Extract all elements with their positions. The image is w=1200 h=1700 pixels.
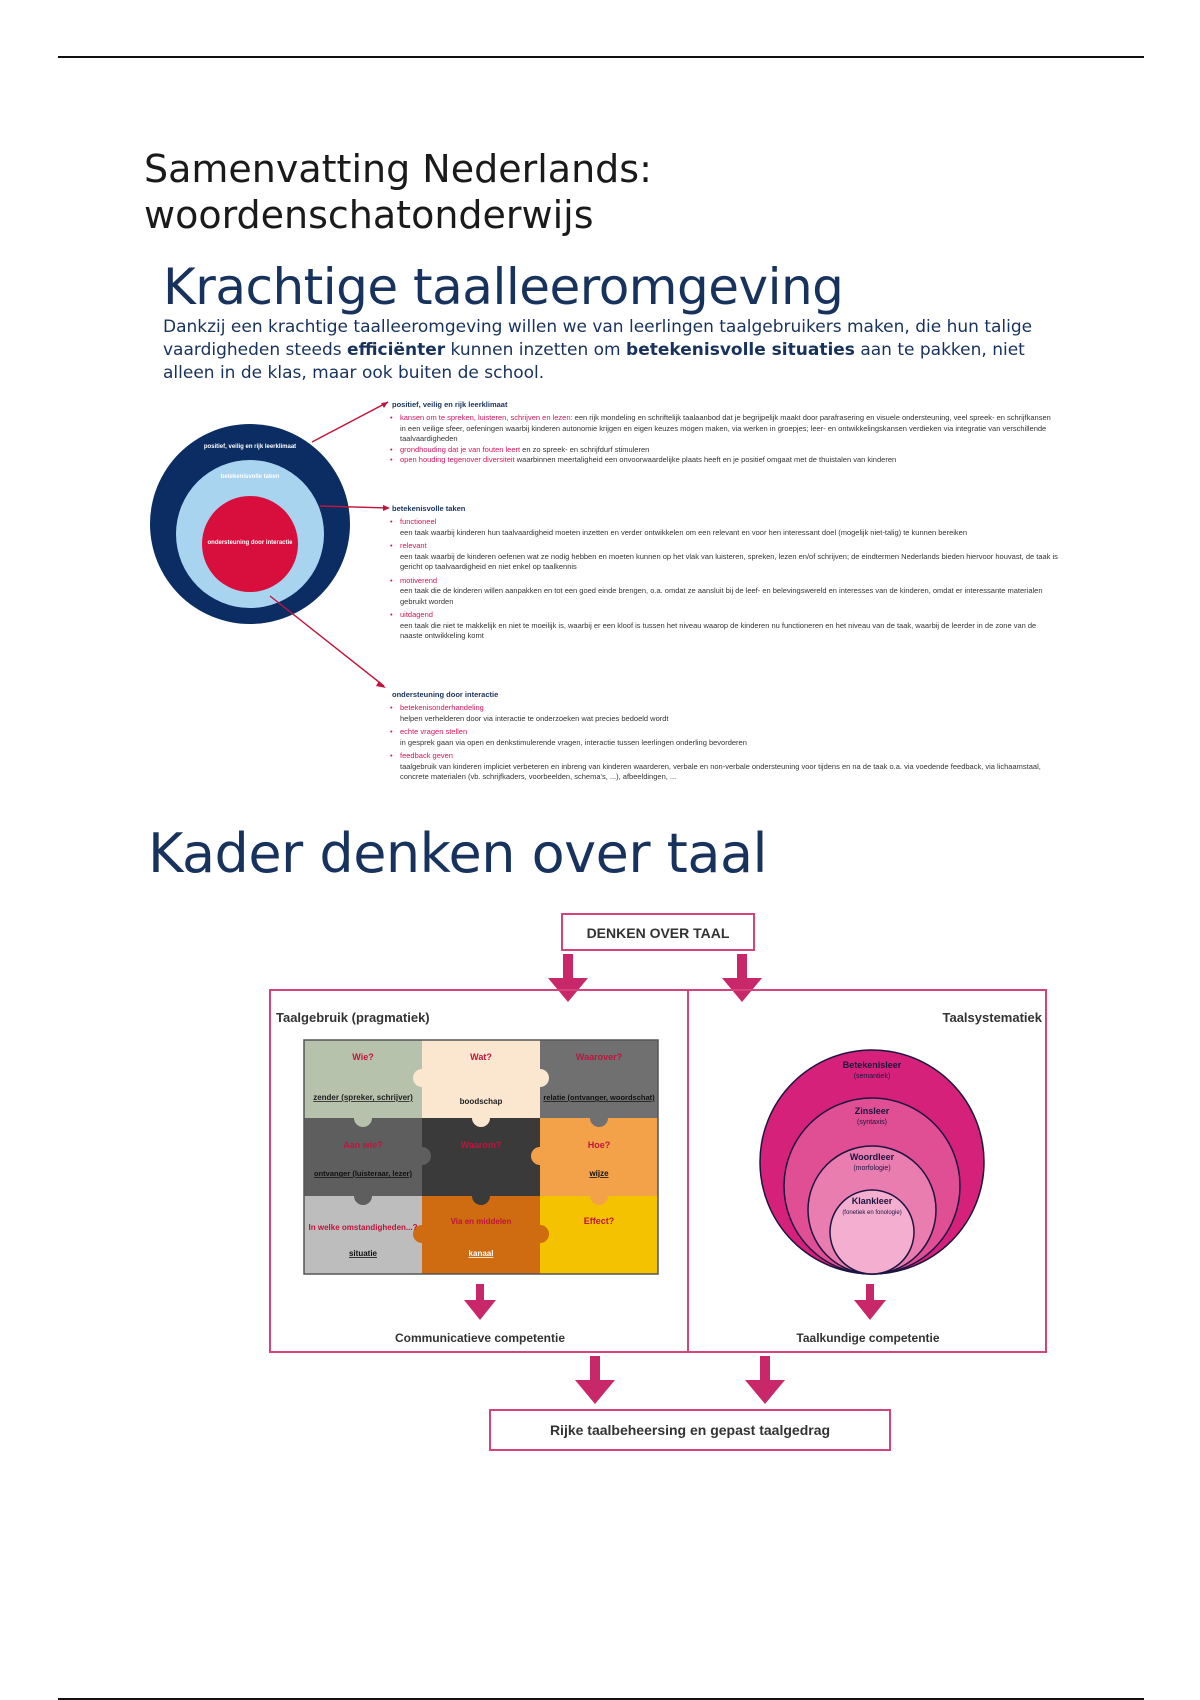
item-text: waarbinnen meertaligheid een onvoorwaardelijke plaats heeft en je positief omgaat met de thuistalen van kinderen [514, 455, 897, 464]
circle-name: Woordleer [849, 1152, 895, 1162]
list-item [388, 727, 1058, 738]
puzzle-q: Waarom? [460, 1140, 502, 1150]
puzzle-knob [531, 1069, 549, 1087]
arrow-shaft [563, 954, 573, 980]
puzzle-knob [590, 1187, 608, 1205]
item-desc: in gesprek gaan via open en denkstimulerende vragen, interactie tussen leerlingen onderling bevorderen [400, 737, 747, 747]
arrow-head-3 [376, 681, 386, 688]
item-text: en zo spreek- en schrijfdurf stimuleren [520, 444, 650, 454]
puzzle-q: In welke omstandigheden...? [308, 1223, 418, 1232]
top-rule [58, 56, 1144, 58]
intro-bold-2: betekenisvolle situaties [626, 340, 855, 360]
list-item [388, 517, 1058, 528]
ring-middle-label: betekenisvolle taken [220, 474, 280, 480]
puzzle-piece [304, 1118, 422, 1196]
puzzle-knob [413, 1147, 431, 1165]
item-lead: functioneel [400, 517, 437, 526]
arrow-shaft [476, 1284, 484, 1302]
section-ondersteuning [388, 690, 1058, 786]
item-text: een rijk mondeling en schriftelijk taalaanbod dat je begrijpelijk maakt door parafrasering en visuele ondersteuning, veel spreek- en schrijfkansen in een veilige sfeer, oefeningen waarbij kinderen autonomie krijgen en eigen keuzes mogen maken, via werken in groepjes; leer- en ontwikkelingskansen verdieken via integratie van verschillende taalvaardigheden [400, 413, 1051, 443]
top-box-label: DENKEN OVER TAAL [586, 925, 730, 941]
circle-sub: (morfologie) [853, 1165, 891, 1172]
section-heading: ondersteuning door interactie [392, 690, 499, 699]
puzzle-knob [590, 1109, 608, 1127]
arrow-head [575, 1380, 615, 1404]
item-lead: echte vragen stellen [400, 727, 468, 736]
language-system-circles [760, 1050, 984, 1274]
language-framework-diagram [268, 912, 1052, 1452]
arrow-line-3 [270, 596, 384, 686]
item-desc: taalgebruik van kinderen impliciet verbeteren en inbreng van kinderen waarderen, verbale en non-verbale ondersteuning voor tijdens en na de taak o.a. via voedende feedback, via lichaamstaal, concrete materialen (vb. schrijfkaders, voorbeelden, schema's, ...), afbeeldingen, ... [400, 761, 1041, 781]
puzzle-q: Via en middelen [450, 1217, 512, 1226]
section-heading: positief, veilig en rijk leerklimaat [392, 400, 508, 409]
inner-arrows [464, 1284, 886, 1320]
intro-part-2: kunnen inzetten om [445, 340, 627, 360]
slide-heading-kader: Kader denken over taal [148, 822, 768, 885]
intro-part-1: Dankzij een krachtige taalleeromgeving willen we van leerlingen taalgebruikers maken, die hun talige vaardigheden steeds [163, 317, 1033, 360]
item-desc: een taak waarbij kinderen hun taalvaardigheid moeten inzetten en verder ontwikkelen om een relevant en voor hen interessant doel (mogelijk niet-talig) te kunnen bereiken [400, 527, 968, 537]
arrow-shaft [590, 1356, 600, 1382]
list-item [388, 751, 1058, 762]
puzzle-piece [422, 1196, 540, 1274]
arrow-head [464, 1300, 496, 1320]
puzzle-a: wijze [589, 1169, 609, 1178]
puzzle-knob [531, 1147, 549, 1165]
puzzle-knob [413, 1069, 431, 1087]
list-item [388, 413, 1058, 445]
puzzle-piece [304, 1196, 422, 1274]
puzzle-q: Aan wie? [343, 1140, 383, 1150]
puzzle-q: Wat? [470, 1052, 492, 1062]
intro-bold-1: efficiënter [347, 340, 446, 360]
list-item [388, 610, 1058, 621]
slide-heading-krachtige: Krachtige taalleeromgeving [163, 258, 844, 316]
puzzle-a: relatie (ontvanger, woordschat) [543, 1093, 655, 1102]
item-desc: een taak die niet te makkelijk en niet te moeilijk is, waarbij er een kloof is tussen het niveau waarop de kinderen nu functioneren en het niveau van de taak, waarbij de leerder in de zone van de naaste ontwikkeling komt [400, 620, 1037, 640]
puzzle-piece [540, 1196, 658, 1274]
arrow-shaft [737, 954, 747, 980]
ring-inner-label: ondersteuning door interactie [207, 540, 293, 546]
item-desc: helpen verhelderen door via interactie te onderzoeken wat precies bedoeld wordt [400, 713, 669, 723]
section-betekenisvolle-taken [388, 504, 1058, 645]
left-label: Taalgebruik (pragmatiek) [276, 1010, 430, 1025]
item-lead: relevant [400, 541, 427, 550]
ring-pointer-arrows [260, 396, 400, 696]
puzzle-a: zender (spreker, schrijver) [313, 1093, 413, 1102]
right-label: Taalsystematiek [942, 1010, 1042, 1025]
right-result: Taalkundige competentie [796, 1331, 940, 1345]
section-leerklimaat [388, 400, 1058, 466]
puzzle-knob [472, 1109, 490, 1127]
puzzle-a: boodschap [459, 1097, 503, 1106]
puzzle-q: Hoe? [587, 1140, 611, 1150]
list-item [388, 455, 1058, 466]
ring-outer-label: positief, veilig en rijk leerklimaat [203, 444, 297, 450]
arrow-shaft [760, 1356, 770, 1382]
puzzle-knob [354, 1187, 372, 1205]
page-title: Samenvatting Nederlands: woordenschatonderwijs [144, 147, 652, 237]
item-lead: open houding tegenover diversiteit [400, 455, 515, 464]
puzzle-q: Effect? [583, 1216, 615, 1226]
item-lead: betekenisonderhandeling [400, 703, 484, 712]
intro-part-3: aan te pakken, niet alleen in de klas, maar ook buiten de school. [163, 340, 1025, 383]
item-lead: kansen om te spreken, luisteren, schrijven en lezen: [400, 413, 573, 422]
circle-sub: (syntaxis) [857, 1119, 887, 1126]
list-item [388, 576, 1058, 587]
left-result: Communicatieve competentie [394, 1331, 566, 1345]
item-lead: grondhouding dat je van fouten leert [400, 444, 521, 454]
bottom-arrows [575, 1356, 785, 1404]
puzzle-piece [540, 1118, 658, 1196]
puzzle-q: Wie? [352, 1052, 374, 1062]
puzzle-a: ontvanger (luisteraar, lezer) [314, 1169, 412, 1178]
item-desc: een taak waarbij de kinderen oefenen wat ze nodig hebben en moeten kunnen op het vlak van luisteren, spreken, lezen en/of schrijven; de eindtermen Nederlands bieden hiervoor houvast, de taak is gericht op taalvaardigheid en niet enkel op taalkennis [400, 551, 1058, 571]
list-item [388, 703, 1058, 714]
item-lead: feedback geven [400, 751, 453, 760]
circle-name: Klankleer [851, 1196, 893, 1206]
puzzle-a: kanaal [468, 1249, 494, 1258]
puzzle-knob [354, 1109, 372, 1127]
puzzle-q: Waarover? [575, 1052, 623, 1062]
item-lead: motiverend [400, 575, 438, 585]
circle-name: Zinsleer [854, 1106, 890, 1116]
circle-sub: (semantiek) [853, 1073, 891, 1080]
list-item [388, 445, 1058, 456]
puzzle-a: situatie [348, 1249, 378, 1258]
circle-sub: (fonetiek en fonologie) [842, 1210, 902, 1216]
item-lead: uitdagend [400, 610, 433, 619]
arrow-head [745, 1380, 785, 1404]
item-desc: een taak die de kinderen willen aanpakken en tot een goed einde brengen, o.a. omdat ze aansluit bij de leef- en belevingswereld en interesses van de kinderen, omdat er interessante materialen gebruikt worden [400, 586, 1043, 606]
puzzle-knob [472, 1187, 490, 1205]
arrow-line-2 [320, 506, 388, 508]
bottom-box-label: Rijke taalbeheersing en gepast taalgedrag [549, 1422, 831, 1438]
puzzle-knob [531, 1225, 549, 1243]
section-heading: betekenisvolle taken [392, 504, 466, 513]
communication-puzzle [304, 1040, 658, 1274]
list-item [388, 541, 1058, 552]
puzzle-piece [422, 1118, 540, 1196]
circle-name: Betekenisleer [842, 1060, 902, 1070]
arrow-head [854, 1300, 886, 1320]
arrow-shaft [866, 1284, 874, 1302]
intro-paragraph [163, 316, 1053, 385]
arrow-line-1 [312, 402, 388, 442]
top-arrows [548, 954, 762, 1002]
